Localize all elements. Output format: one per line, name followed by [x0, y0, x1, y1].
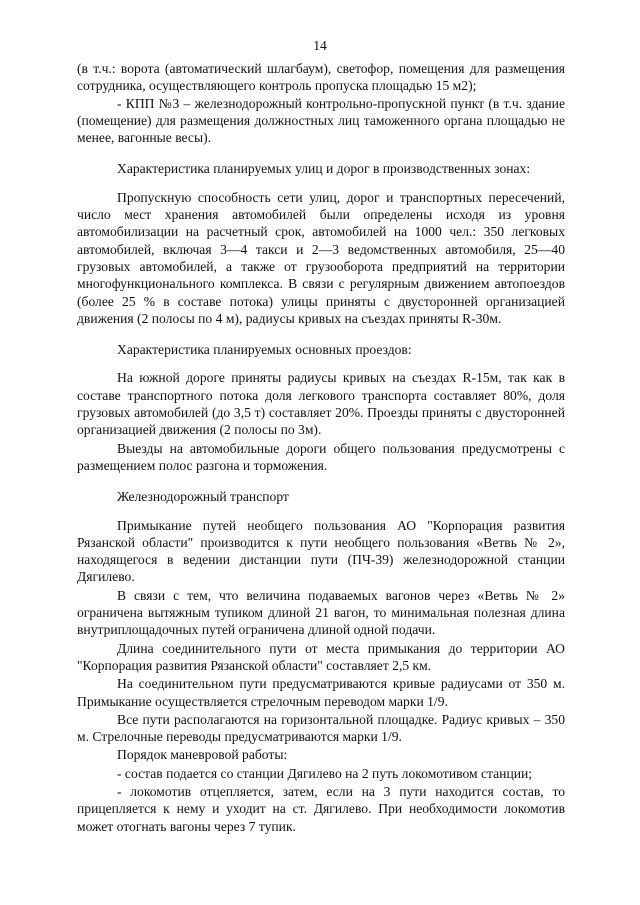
paragraph-curves: На соединительном пути предусматриваются кривые радиусами от 350 м. Примыкание осуществляется стрелочным переводом марки 1/9. — [77, 676, 565, 709]
heading-railway: Железнодорожный транспорт — [117, 489, 289, 505]
paragraph-street-capacity: Пропускную способность сети улиц, дорог и транспортных пересечений, число мест хранения автомобилей были определены исходя из уровня автомобилизации на расчетный срок, автомобилей на 1000 чел.: 350 легковых автомобилей, включая 3—4 такси и 2—3 ведомственных автомобиля, 25—40 грузовых автомобилей, а также от грузооборота предприятий на территории многофункционального комплекса. В связи с регулярным движением автопоездов (более 25 % в составе потока) улицы приняты с двусторонней организацией движения (2 полосы по 4 м), радиусы кривых на съездах приняты R-30м. — [77, 189, 565, 326]
paragraph-junction: Примыкание путей необщего пользования АО "Корпорация развития Рязанской области" производится к пути необщего пользования «Ветвь № 2», находящегося в ведении дистанции пути (ПЧ-39) железнодорожной станции Дягилево. — [77, 517, 565, 585]
heading-driveways: Характеристика планируемых основных проездов: — [117, 342, 412, 358]
paragraph-connecting-length: Длина соединительного пути от места примыкания до территории АО "Корпорация развития Рязанской области" составляет 2,5 км. — [77, 640, 565, 673]
paragraph-shunting-order: Порядок маневровой работы: — [117, 747, 288, 763]
paragraph-kpp2-continuation: (в т.ч.: ворота (автоматический шлагбаум), светофор, помещения для размещения сотрудника, осуществляющего контроль пропуска площадью 15 м2); — [77, 61, 565, 94]
page-number: 14 — [313, 38, 327, 53]
list-item-delivery: - состав подается со станции Дягилево на 2 путь локомотивом станции; — [117, 765, 533, 781]
paragraph-wagon-limit: В связи с тем, что величина подаваемых вагонов через «Ветвь № 2» ограничена вытяжным тупиком длиной 21 вагон, то минимальная полезная длина внутриплощадочных путей ограничена длиной одной подачи. — [77, 587, 565, 638]
page-body — [77, 60, 565, 835]
paragraph-south-road: На южной дороге приняты радиусы кривых на съездах R-15м, так как в составе транспортного потока доля легкового транспорта составляет 80%, доля грузовых автомобилей (до 3,5 т) составляет 20%. Проезды приняты с двусторонней организацией движения (2 полосы по 3м). — [77, 370, 565, 438]
heading-streets: Характеристика планируемых улиц и дорог в производственных зонах: — [117, 161, 531, 177]
paragraph-kpp3: - КПП №3 – железнодорожный контрольно-пропускной пункт (в т.ч. здание (помещение) для размещения должностных лиц таможенного органа площадью не менее, вагонные весы). — [77, 95, 565, 146]
paragraph-exits: Выезды на автомобильные дороги общего пользования предусмотрены с размещением полос разгона и торможения. — [77, 440, 565, 473]
list-item-locomotive: - локомотив отцепляется, затем, если на 3 пути находится состав, то прицепляется к нему и уходит на ст. Дягилево. При необходимости локомотив может отогнать вагоны через 7 тупик. — [77, 783, 565, 834]
paragraph-tracks: Все пути располагаются на горизонтальной площадке. Радиус кривых – 350 м. Стрелочные переводы предусматриваются марки 1/9. — [77, 711, 565, 745]
